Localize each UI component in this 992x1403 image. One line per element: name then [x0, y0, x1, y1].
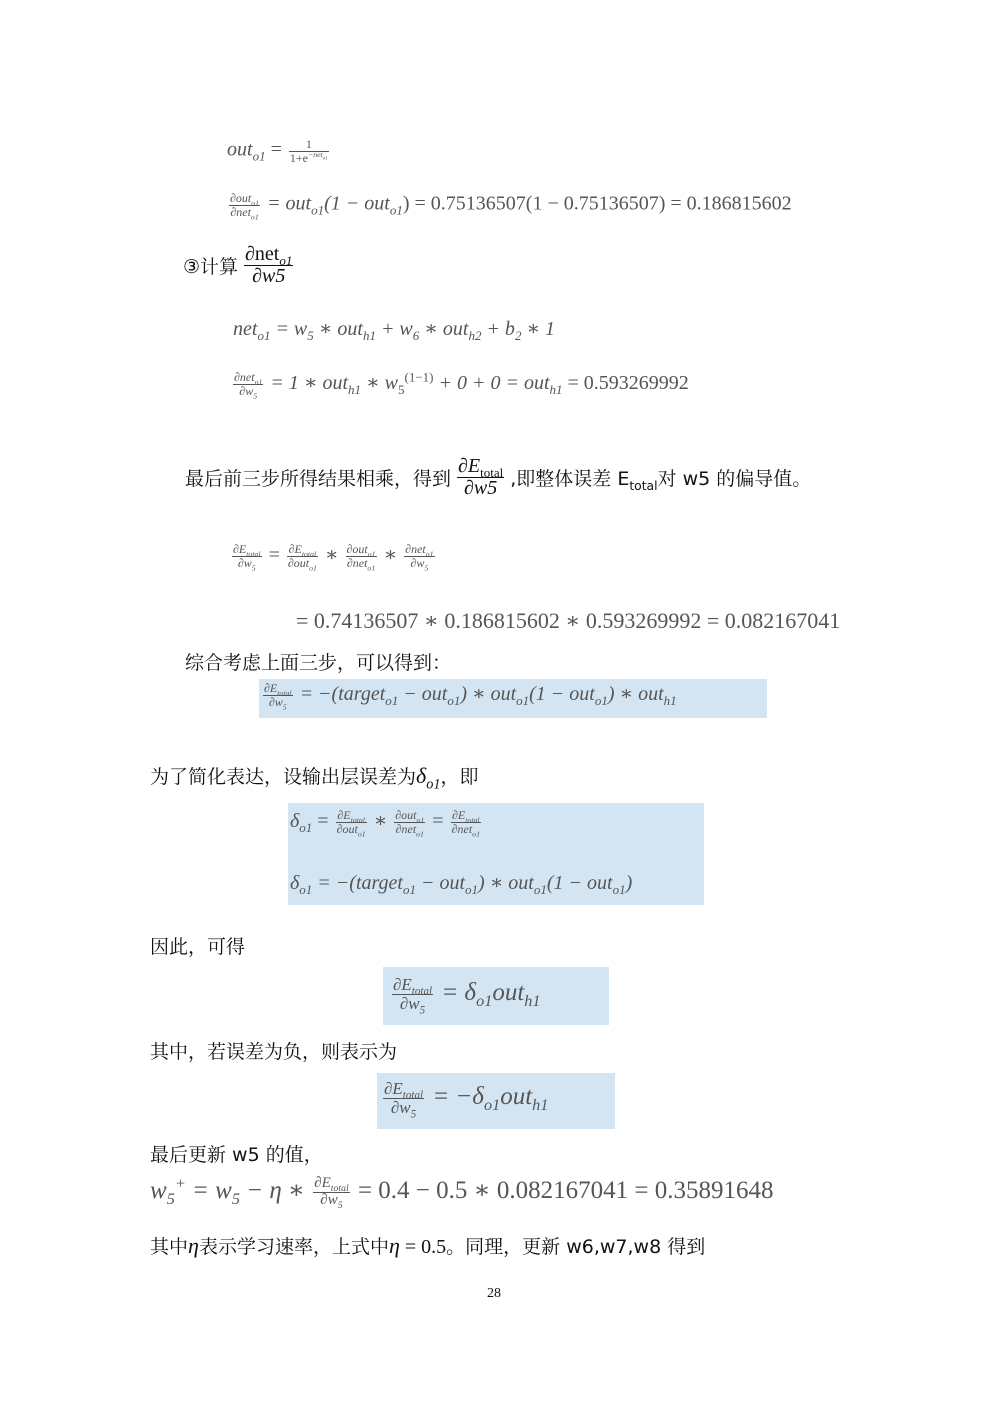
fraction: $\frac{1}{1+e^{-net_{o1}}}$: [289, 137, 328, 165]
step3-heading: ③计算 $\frac{\partial net_{o1}}{\partial w5}$: [183, 243, 293, 287]
equation-dout-dnet: $\frac{\partial out_{o1}}{\partial net_{o1}}$ = out$_{o1}$(1 − out$_{o1}$) = 0.75136507(1 − 0.75136507) = 0.186815602: [230, 191, 792, 221]
equation-delta-2: $\delta_{o1}$ = −(target$_{o1}$ − out$_{o1}$) ∗ out$_{o1}$(1 − out$_{o1}$): [290, 872, 633, 897]
paragraph-therefore: 因此，可得: [150, 936, 246, 958]
equation-out-o1: out$_{o1}$ = $\frac{1}{1+e^{-net_{o1}}}$: [227, 137, 328, 165]
equation-net-o1: $net_{o1} = w_5$ ∗ $out_{h1} + w_6$ ∗ $out_{h2} + b_2$ ∗ 1: [233, 318, 556, 343]
equation-grad-positive: $\frac{\partial E_{total}}{\partial w_5}$ = $\delta_{o1}out_{h1}$: [393, 975, 541, 1017]
equation-dnet-dw5: $\frac{\partial net_{o1}}{\partial w_5}$ = 1 ∗ out$_{h1}$ ∗ $w_5^{(1-1)} + 0 + 0 = out_{h1} = 0.593269992$: [234, 369, 689, 401]
equation-chain-value: = 0.74136507 ∗ 0.186815602 ∗ 0.593269992 = 0.082167041: [296, 608, 841, 633]
equation-combined: $\frac{\partial E_{total}}{\partial w_5}$ = −(target$_{o1}$ − out$_{o1}$) ∗ out$_{o1}$(1 − out$_{o1}$) ∗ out$_{h1}$: [264, 681, 677, 712]
equation-chain-rule: $\frac{\partial E_{total}}{\partial w_5}$ = $\frac{\partial E_{total}}{\partial out_{o1}}$ ∗ $\frac{\partial out_{o1}}{\partial net_{o1}}$ ∗ $\frac{\partial net_{o1}}{\partial w_5}$: [233, 542, 434, 573]
paragraph-negative: 其中，若误差为负，则表示为: [150, 1041, 398, 1063]
equation-grad-negative: $\frac{\partial E_{total}}{\partial w_5}$ = $-\delta_{o1}out_{h1}$: [384, 1079, 549, 1121]
paragraph-learning-rate: 其中η表示学习速率，上式中η = 0.5。同理，更新 w6,w7,w8 得到: [150, 1233, 706, 1258]
paragraph-update: 最后更新 w5 的值，: [150, 1144, 323, 1166]
paragraph-combine: 综合考虑上面三步，可以得到：: [185, 652, 452, 674]
paragraph-delta: 为了简化表达，设输出层误差为$\delta_{o1}$，即: [150, 763, 479, 793]
equation-update-w5: $w_5^+ = w_5 - \eta$ ∗ $\frac{\partial E_{total}}{\partial w_5}$ = 0.4 − 0.5 ∗ 0.082167041 = 0.35891648: [150, 1174, 774, 1211]
equation-delta-1: $\delta_{o1}$ = $\frac{\partial E_{total}}{\partial out_{o1}}$ ∗ $\frac{\partial out_{o1}}{\partial net_{o1}}$ = $\frac{\partial E_{total}}{\partial net_{o1}}$: [290, 808, 480, 839]
page-number: 28: [487, 1286, 501, 1301]
paragraph-multiply: 最后前三步所得结果相乘，得到 $\frac{\partial E_{total}}{\partial w5}$ ,即整体误差 $E_{total}$对 w5 的偏导值。: [185, 455, 812, 499]
